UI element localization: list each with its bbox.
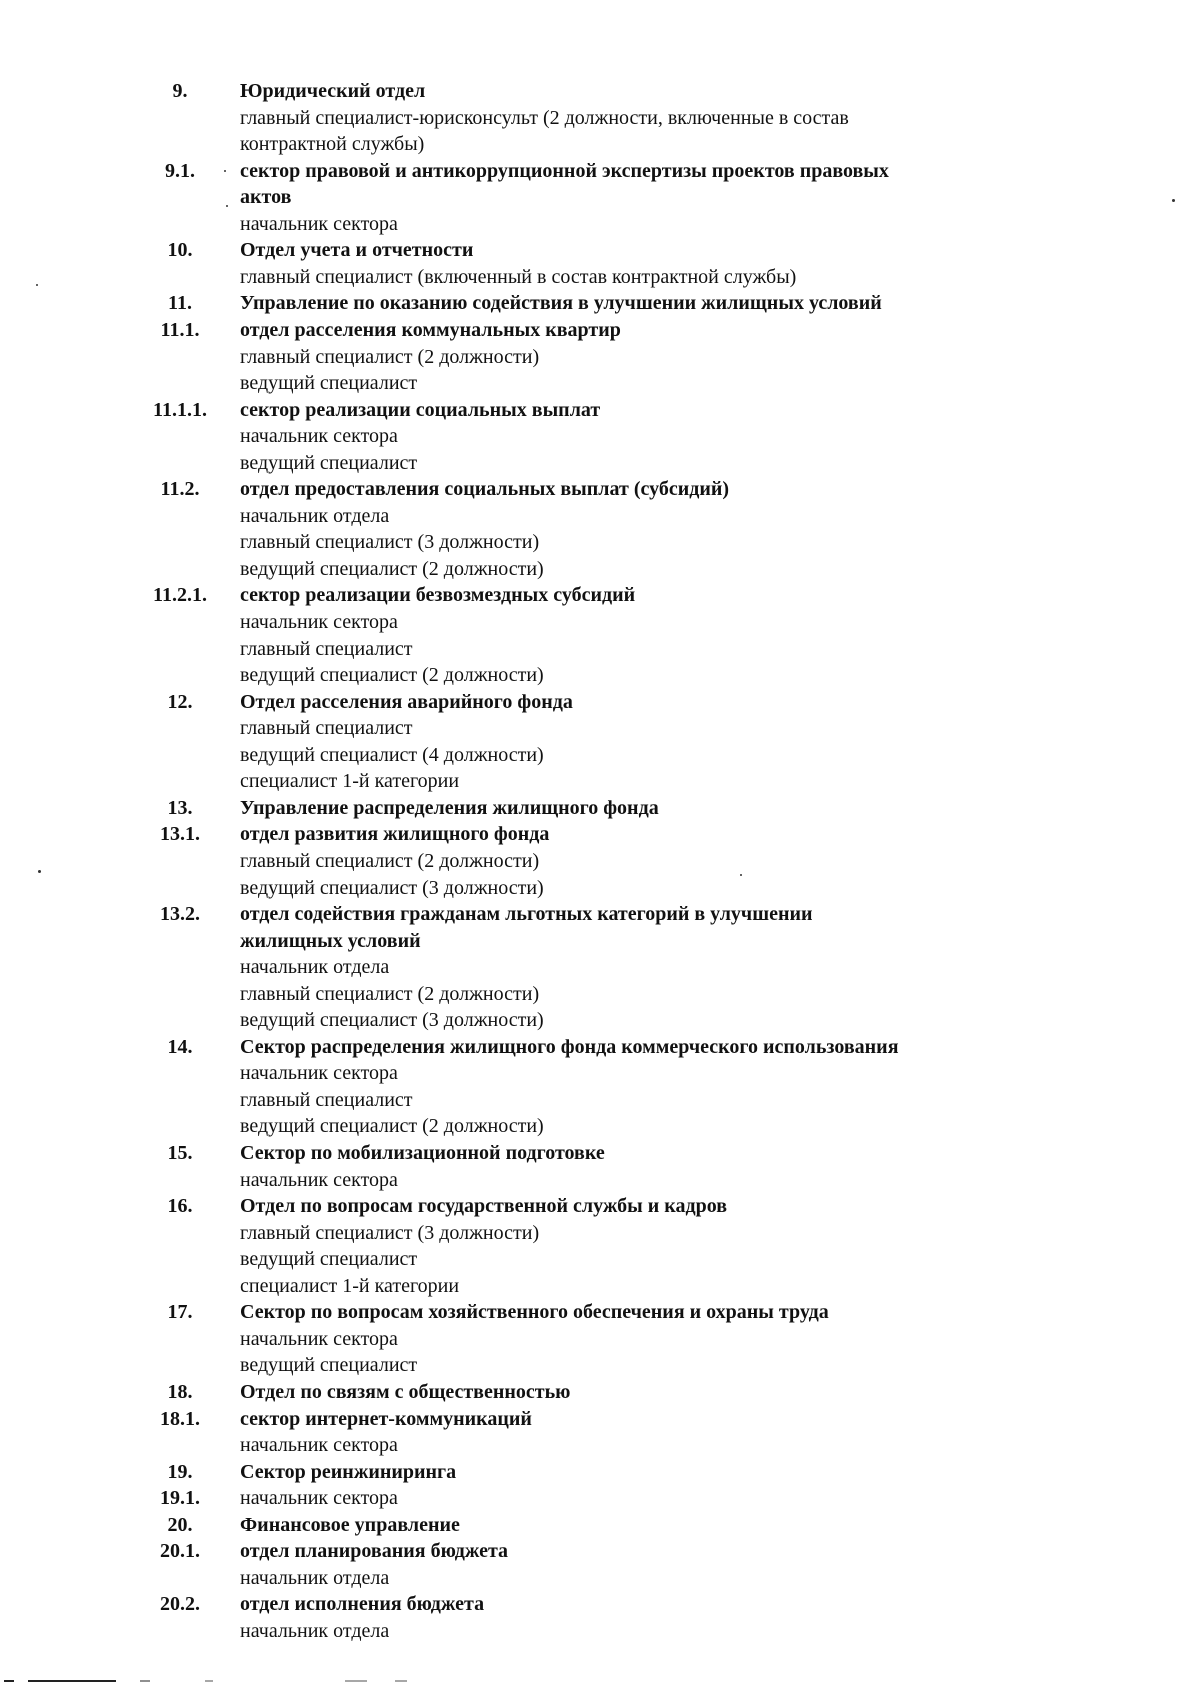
position-title: главный специалист: [240, 638, 413, 660]
position-title: ведущий специалист (4 должности): [240, 744, 544, 766]
scan-speck: [226, 205, 228, 207]
section-title: отдел развития жилищного фонда: [240, 823, 550, 845]
position-title: начальник сектора: [240, 1169, 398, 1191]
position-title: главный специалист (включенный в состав контрактной службы): [240, 266, 797, 288]
item-number: 14.: [167, 1036, 193, 1058]
position-line: [0, 1326, 1200, 1352]
item-number: 11.1.1.: [153, 399, 207, 421]
section-heading-line: [0, 689, 1200, 715]
section-heading-line: [0, 1591, 1200, 1617]
item-number: 13.2.: [160, 903, 200, 925]
position-line: [0, 423, 1200, 449]
item-number: 17.: [167, 1301, 193, 1323]
position-line: [0, 370, 1200, 396]
section-title: актов: [240, 186, 292, 208]
position-line: [0, 1565, 1200, 1591]
position-line: [0, 264, 1200, 290]
position-title: контрактной службы): [240, 133, 425, 155]
section-heading-line: [0, 1406, 1200, 1432]
section-title: Отдел по связям с общественностью: [240, 1381, 571, 1403]
section-heading-line: [0, 1299, 1200, 1325]
item-number: 9.1.: [165, 160, 195, 182]
section-heading-continuation: [0, 184, 1200, 210]
position-title: начальник отдела: [240, 505, 390, 527]
item-number: 11.2.: [160, 478, 200, 500]
item-number: 18.: [167, 1381, 193, 1403]
item-number: 16.: [167, 1195, 193, 1217]
position-line: [0, 1060, 1200, 1086]
position-title: начальник сектора: [240, 611, 398, 633]
section-heading-line: [0, 78, 1200, 104]
section-title: Юридический отдел: [240, 80, 426, 102]
position-line: [0, 344, 1200, 370]
section-title: отдел исполнения бюджета: [240, 1593, 485, 1615]
section-heading-line: [0, 1512, 1200, 1538]
section-heading-line: [0, 1379, 1200, 1405]
position-title: ведущий специалист (2 должности): [240, 1115, 544, 1137]
position-line: [0, 954, 1200, 980]
item-number: 20.: [167, 1514, 193, 1536]
position-line: [0, 503, 1200, 529]
position-title: главный специалист (2 должности): [240, 346, 540, 368]
position-line: [0, 1087, 1200, 1113]
position-line: [0, 1113, 1200, 1139]
section-heading-line: [0, 582, 1200, 608]
position-line: [0, 742, 1200, 768]
item-number: 19.1.: [160, 1487, 200, 1509]
section-heading-continuation: [0, 928, 1200, 954]
section-heading-line: [0, 317, 1200, 343]
position-line: [0, 1167, 1200, 1193]
position-line: [0, 848, 1200, 874]
position-title: начальник сектора: [240, 1487, 398, 1509]
position-title: ведущий специалист: [240, 1354, 418, 1376]
section-title: Финансовое управление: [240, 1514, 460, 1536]
section-title: Управление по оказанию содействия в улучшении жилищных условий: [240, 292, 882, 314]
position-title: главный специалист (3 должности): [240, 1222, 540, 1244]
section-title: отдел планирования бюджета: [240, 1540, 509, 1562]
position-line: [0, 662, 1200, 688]
position-line: [0, 1352, 1200, 1378]
position-title: начальник отдела: [240, 1620, 390, 1642]
section-title: Отдел по вопросам государственной службы и кадров: [240, 1195, 728, 1217]
section-title: Отдел расселения аварийного фонда: [240, 691, 573, 713]
position-line: [0, 875, 1200, 901]
position-title: главный специалист (2 должности): [240, 850, 540, 872]
position-title: специалист 1-й категории: [240, 770, 460, 792]
item-number: 11.: [168, 292, 192, 314]
section-heading-line: [0, 1459, 1200, 1485]
position-line: [0, 1220, 1200, 1246]
section-title: отдел содействия гражданам льготных категорий в улучшении: [240, 903, 813, 925]
position-title: начальник отдела: [240, 956, 390, 978]
scan-speck: [740, 874, 742, 876]
item-number: 11.2.1.: [153, 584, 207, 606]
item-number: 12.: [167, 691, 193, 713]
section-title: сектор правовой и антикоррупционной экспертизы проектов правовых: [240, 160, 889, 182]
section-title: отдел расселения коммунальных квартир: [240, 319, 621, 341]
position-line: [0, 529, 1200, 555]
section-title: отдел предоставления социальных выплат (субсидий): [240, 478, 730, 500]
section-heading-line: [0, 158, 1200, 184]
position-line: [0, 131, 1200, 157]
position-line: [0, 1273, 1200, 1299]
position-line: [0, 556, 1200, 582]
position-title: ведущий специалист (3 должности): [240, 877, 544, 899]
section-title: Сектор по мобилизационной подготовке: [240, 1142, 605, 1164]
position-line: [0, 1618, 1200, 1644]
section-heading-line: [0, 1485, 1200, 1511]
position-title: специалист 1-й категории: [240, 1275, 460, 1297]
position-line: [0, 105, 1200, 131]
position-title: ведущий специалист (2 должности): [240, 558, 544, 580]
item-number: 20.1.: [160, 1540, 200, 1562]
section-heading-line: [0, 795, 1200, 821]
section-heading-line: [0, 1140, 1200, 1166]
position-title: начальник сектора: [240, 213, 398, 235]
item-number: 20.2.: [160, 1593, 200, 1615]
section-title: Отдел учета и отчетности: [240, 239, 474, 261]
position-title: ведущий специалист: [240, 372, 418, 394]
section-heading-line: [0, 476, 1200, 502]
section-title: Сектор по вопросам хозяйственного обеспечения и охраны труда: [240, 1301, 829, 1323]
section-title: сектор реализации социальных выплат: [240, 399, 601, 421]
position-line: [0, 715, 1200, 741]
item-number: 13.: [167, 797, 193, 819]
section-heading-line: [0, 237, 1200, 263]
position-line: [0, 1007, 1200, 1033]
item-number: 11.1.: [160, 319, 200, 341]
position-title: главный специалист: [240, 1089, 413, 1111]
section-heading-line: [0, 290, 1200, 316]
scan-bottom-edge: [0, 1678, 1200, 1684]
section-heading-line: [0, 1538, 1200, 1564]
position-line: [0, 450, 1200, 476]
section-heading-line: [0, 1193, 1200, 1219]
position-title: начальник сектора: [240, 1328, 398, 1350]
position-title: начальник отдела: [240, 1567, 390, 1589]
position-line: [0, 609, 1200, 635]
section-heading-line: [0, 397, 1200, 423]
position-title: главный специалист: [240, 717, 413, 739]
position-line: [0, 636, 1200, 662]
position-line: [0, 981, 1200, 1007]
section-title: Управление распределения жилищного фонда: [240, 797, 659, 819]
scan-speck: [38, 870, 41, 873]
scan-speck: [36, 284, 38, 286]
position-title: ведущий специалист (3 должности): [240, 1009, 544, 1031]
position-title: ведущий специалист: [240, 452, 418, 474]
position-title: начальник сектора: [240, 425, 398, 447]
section-title: жилищных условий: [240, 930, 421, 952]
section-title: сектор реализации безвозмездных субсидий: [240, 584, 636, 606]
item-number: 19.: [167, 1461, 193, 1483]
scan-speck: [1172, 199, 1175, 202]
position-title: начальник сектора: [240, 1062, 398, 1084]
item-number: 9.: [172, 80, 188, 102]
section-title: Сектор распределения жилищного фонда коммерческого использования: [240, 1036, 899, 1058]
position-line: [0, 768, 1200, 794]
item-number: 10.: [167, 239, 193, 261]
position-title: главный специалист-юрисконсульт (2 должности, включенные в состав: [240, 107, 849, 129]
position-title: ведущий специалист (2 должности): [240, 664, 544, 686]
section-heading-line: [0, 821, 1200, 847]
section-title: сектор интернет-коммуникаций: [240, 1408, 532, 1430]
position-title: главный специалист (2 должности): [240, 983, 540, 1005]
position-line: [0, 1432, 1200, 1458]
position-title: главный специалист (3 должности): [240, 531, 540, 553]
scan-speck: [224, 170, 226, 172]
item-number: 18.1.: [160, 1408, 200, 1430]
section-heading-line: [0, 1034, 1200, 1060]
position-line: [0, 1246, 1200, 1272]
position-title: начальник сектора: [240, 1434, 398, 1456]
item-number: 15.: [167, 1142, 193, 1164]
section-heading-line: [0, 901, 1200, 927]
position-line: [0, 211, 1200, 237]
position-title: ведущий специалист: [240, 1248, 418, 1270]
section-title: Сектор реинжиниринга: [240, 1461, 457, 1483]
item-number: 13.1.: [160, 823, 200, 845]
